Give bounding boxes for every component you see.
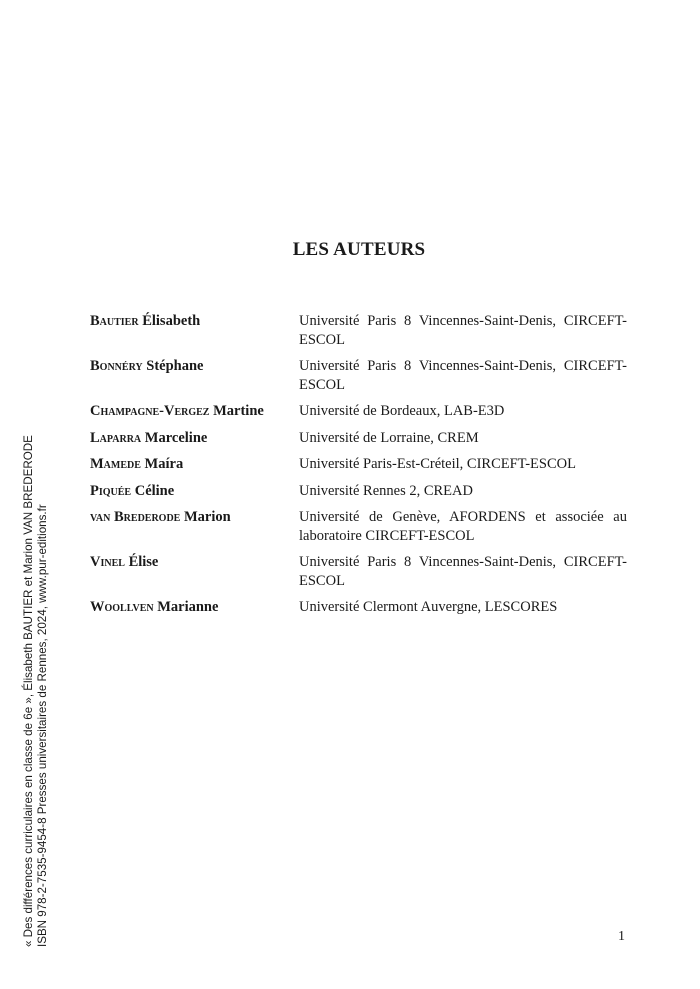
author-affiliation: Université de Bordeaux, LAB-E3D <box>299 403 505 419</box>
author-list <box>90 312 627 625</box>
author-name <box>90 598 299 617</box>
page-title: LES AUTEURS <box>292 239 426 260</box>
author-row-woollven <box>90 598 627 617</box>
author-affiliation: Université Paris 8 Vincennes-Saint-Denis, CIRCEFT-ESCOL <box>299 313 627 348</box>
author-row-champagne-vergez <box>90 402 627 421</box>
author-row-mamede <box>90 455 627 474</box>
author-row-laparra <box>90 429 627 448</box>
author-name <box>90 553 299 572</box>
author-row-bonnery <box>90 357 627 394</box>
author-name <box>90 402 299 421</box>
author-given-name: Marianne <box>157 599 219 615</box>
side-citation-text <box>22 435 50 947</box>
author-name <box>90 508 299 527</box>
author-given-name: Marceline <box>144 429 208 446</box>
author-surname: Vinel <box>90 554 125 570</box>
author-affiliation: Université Paris-Est-Créteil, CIRCEFT-ESCOL <box>299 456 576 472</box>
author-affiliation: Université Paris 8 Vincennes-Saint-Denis, CIRCEFT-ESCOL <box>299 554 627 589</box>
author-row-van-brederode <box>90 508 627 545</box>
author-affiliation: Université Clermont Auvergne, LESCORES <box>299 599 558 615</box>
author-given-name: Martine <box>213 403 264 419</box>
author-affiliation: Université de Lorraine, CREM <box>299 429 479 446</box>
author-row-vinel <box>90 553 627 590</box>
author-surname: Bautier <box>90 313 139 329</box>
author-given-name: Élise <box>128 554 159 570</box>
author-surname: Mamede <box>90 456 141 472</box>
side-citation-line-2: ISBN 978-2-7535-9454-8 Presses universitaires de Rennes, 2024, www.pur-editions.fr <box>36 504 49 947</box>
author-name <box>90 429 299 448</box>
author-surname: Champagne-Vergez <box>90 403 210 419</box>
author-surname: van Brederode <box>90 509 181 525</box>
author-name <box>90 312 299 331</box>
author-surname: Laparra <box>90 429 142 446</box>
author-surname: Bonnéry <box>90 358 143 374</box>
author-surname: Piquée <box>90 482 132 499</box>
side-citation-line-1: « Des différences curriculaires en classe de 6e », Élisabeth BAUTIER et Marion VAN BREDERODE <box>22 435 35 947</box>
author-row-bautier <box>90 312 627 349</box>
author-surname: Woollven <box>90 599 154 615</box>
author-given-name: Céline <box>134 482 175 499</box>
author-affiliation: Université de Genève, AFORDENS et associée au laboratoire CIRCEFT-ESCOL <box>299 509 627 544</box>
page-number: 1 <box>618 929 625 944</box>
author-name <box>90 455 299 474</box>
side-citation <box>22 435 50 947</box>
author-affiliation: Université Rennes 2, CREAD <box>299 482 473 499</box>
author-given-name: Stéphane <box>146 358 204 374</box>
author-affiliation: Université Paris 8 Vincennes-Saint-Denis, CIRCEFT-ESCOL <box>299 358 627 393</box>
author-row-piquee <box>90 482 627 501</box>
author-given-name: Marion <box>183 509 231 525</box>
author-given-name: Élisabeth <box>142 313 201 329</box>
author-given-name: Maíra <box>144 456 184 472</box>
author-name <box>90 357 299 376</box>
author-name <box>90 482 299 501</box>
